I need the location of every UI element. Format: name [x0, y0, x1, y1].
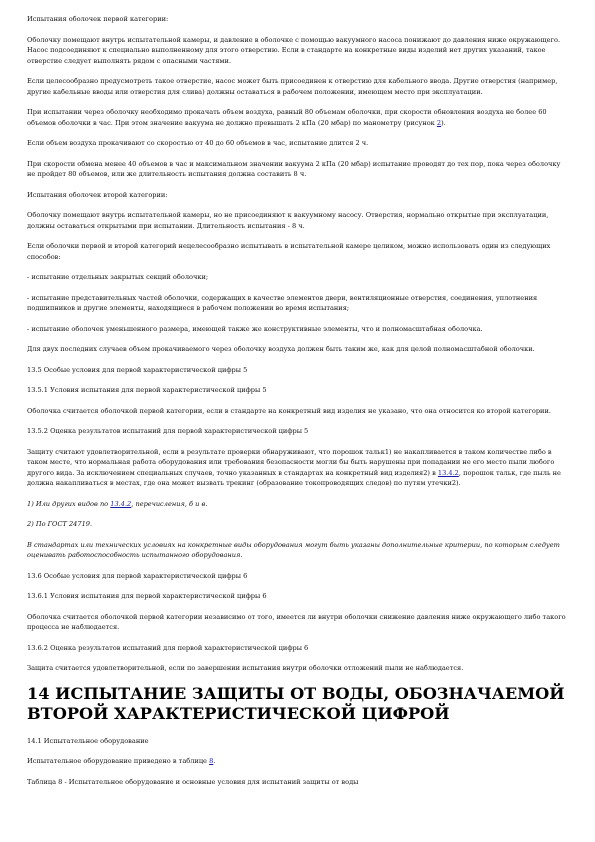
paragraph-first-category-title: Испытания оболочек первой категории: [27, 15, 169, 23]
paragraph-equipment-table-ref [27, 756, 568, 767]
paragraph-duration-8h: При скорости обмена менее 40 объемов в час и максимальном значении вакуума 2 кПа (20 мбар) испытание проводят до тех пор, пока через оболочку не пройдет 80 объемов, или же длительность испытания должна составить 8 ч. [27, 159, 561, 178]
chapter-heading-14: 14 ИСПЫТАНИЕ ЗАЩИТЫ ОТ ВОДЫ, ОБОЗНАЧАЕМОЙ ВТОРОЙ ХАРАКТЕРИСТИЧЕСКОЙ ЦИФРОЙ [27, 683, 565, 723]
list-item-representative-parts: - испытание представительных частей оболочки, содержащих в качестве элементов двери, вентиляционные отверстия, соединения, уплотнения подшипников и другие элементы, находящиеся в рабочем положении во время испытания; [27, 293, 538, 312]
footnote-1 [27, 499, 568, 510]
list-item-reduced-size: - испытание оболочек уменьшенного размера, имеющей также же конструктивные элементы, что и полномасштабная оболочка. [27, 324, 483, 333]
list-item-closed-sections: - испытание отдельных закрытых секций оболочки; [27, 273, 209, 281]
footnote-text: 1) Или других видов по [27, 499, 111, 508]
section-heading-13-5-1: 13.5.1 Условия испытания для первой характеристической цифры 5 [27, 386, 267, 394]
section-link-13-4-2[interactable]: 13.4.2 [437, 468, 459, 477]
paragraph-second-category-method: Оболочку помещают внутрь испытательной камеры, но не присоединяют к вакуумному насосу. Отверстия, нормально открытые при эксплуатации, должны оставаться открытыми при испытании. Длительность испытания - 8 ч. [27, 211, 549, 230]
section-heading-13-6-2: 13.6.2 Оценка результатов испытаний для первой характеристической цифры 6 [27, 643, 309, 652]
section-heading-13-6: 13.6 Особые условия для первой характеристической цифры 6 [27, 571, 248, 580]
section-heading-14-1: 14.1 Испытательное оборудование [27, 736, 149, 745]
paragraph-protection-assessment [27, 447, 568, 489]
paragraph-text: , порошок тальк, где пыль не должна накапливаться в местах, где она может вызвать трекинг (образование токопроводящих следов) по путям утечки2). [27, 468, 561, 487]
paragraph-no-dust-deposits: Защита считается удовлетворительной, если по завершении испытания внутри оболочки отложений пыли не наблюдается. [27, 664, 464, 672]
paragraph-air-volume [27, 107, 568, 128]
note-additional-criteria: В стандартах или технических условиях на конкретные виды оборудования могут быть указаны дополнительные критерии, по которым следует оценивать работоспособность испытанного оборудования. [27, 540, 560, 559]
figure-link[interactable]: 2 [436, 118, 442, 127]
table-link-8[interactable]: 8 [209, 757, 214, 765]
footnote-text: , перечисления, б и в. [131, 499, 208, 508]
paragraph-air-volume-equal: Для двух последних случаев объем прокачиваемого через оболочку воздуха должен быть таким же, как для целой полномасштабной оболочки. [27, 345, 535, 353]
footnote-link-13-4-2[interactable]: 13.4.2 [110, 499, 132, 508]
footnote-2: 2) По ГОСТ 24719. [27, 520, 93, 528]
section-heading-13-5-2: 13.5.2 Оценка результатов испытаний для первой характеристической цифры 5 [27, 427, 309, 435]
paragraph-text: При испытании через оболочку необходимо прокачать объем воздуха, равный 80 объемам оболочки, при скорости обновления воздуха не более 60 объемов оболочки в час. При этом значение вакуума не должно превышать 2 кПа (20 мбар) по манометру (рисунок [27, 108, 547, 127]
paragraph-duration-2h: Если объем воздуха прокачивают со скоростью от 40 до 60 объемов в час, испытание длится 2 ч. [27, 139, 369, 147]
paragraph-second-category-title: Испытания оболочек второй категории: [27, 190, 168, 199]
paragraph-text: . [213, 757, 216, 765]
paragraph-category-independent: Оболочка считается оболочкой первой категории независимо от того, имеется ли внутри оболочки снижение давления ниже окружающего либо такого процесса не наблюдается. [27, 612, 566, 631]
paragraph-text: Защиту считают удовлетворительной, если в результате проверки обнаруживают, что порошок тальк1) не накапливается в таком количестве либо в таком месте, что нормальная работа оборудования или требования безопасности могли бы быть нарушены при попадании не его место пыли любого другого вида. За исключением специальных случаев, точно указанных в стандартах на конкретный вид изделия2) в [27, 447, 555, 477]
paragraph-cable-entry: Если целесообразно предусмотреть такое отверстие, насос может быть присоединен к отверстию для кабельного ввода. Другие отверстия (например, другие кабельные вводы или отверстия для слива) должны оставаться в рабочем положении, имеющем место при эксплуатации. [27, 77, 558, 96]
paragraph-text: Испытательное оборудование приведено в таблице [27, 757, 210, 765]
section-heading-13-6-1: 13.6.1 Условия испытания для первой характеристической цифры 6 [27, 592, 267, 600]
table-caption-8: Таблица 8 - Испытательное оборудование и основные условия для испытаний защиты от воды [27, 777, 359, 786]
paragraph-alternative-methods: Если оболочки первой и второй категорий нецелесообразно испытывать в испытательной камере целиком, можно использовать один из следующих способов: [27, 242, 551, 261]
paragraph-enclosure-category: Оболочка считается оболочкой первой категории, если в стандарте на конкретный вид изделия не указано, что она относится ко второй категории. [27, 406, 551, 415]
section-heading-13-5: 13.5 Особые условия для первой характеристической цифры 5 [27, 365, 248, 374]
paragraph-first-category-method: Оболочку помещают внутрь испытательной камеры, и давление в оболочке с помощью вакуумного насоса понижают до давления ниже окружающего. Насос подсоединяют к специально выполненному для этого отверстию. Если в стандарте на конкретные виды изделий нет других указаний, такое отверстие следует выполнять рядом с опасными частями. [27, 35, 561, 65]
paragraph-text: ). [441, 118, 446, 127]
